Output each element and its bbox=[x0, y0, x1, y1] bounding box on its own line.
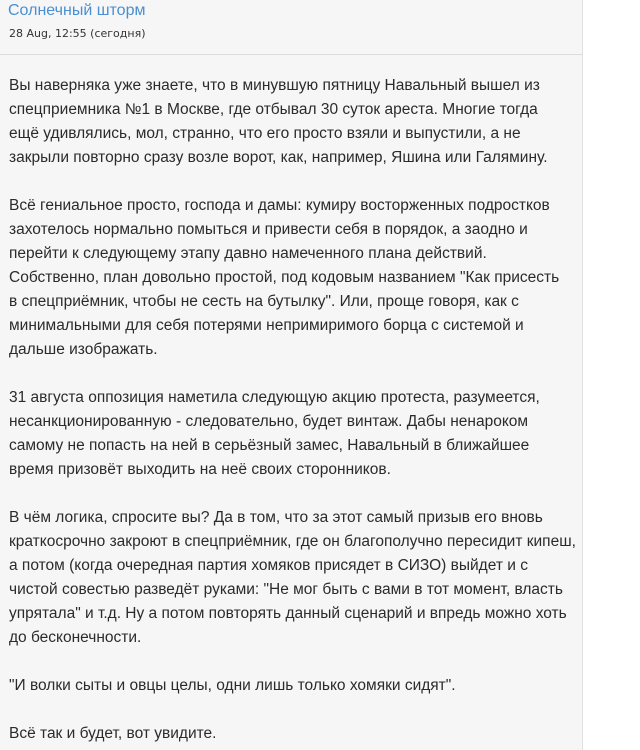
post-paragraph: "И волки сыты и овцы целы, одни лишь только хомяки сидят". bbox=[9, 677, 456, 694]
post-paragraph: Вы наверняка уже знаете, что в минувшую пятницу Навальный вышел из спецприемника №1 в Москве, где отбывал 30 суток ареста. Многие тогда ещё удивлялись, мол, странно, что его просто взяли и выпустили, а не закрыли повторно сразу возле ворот, как, например, Яшина или Галямину. bbox=[9, 77, 548, 166]
post-body bbox=[9, 74, 579, 746]
post-title-link[interactable]: Солнечный шторм bbox=[8, 2, 146, 19]
post-paragraph: Всё так и будет, вот увидите. bbox=[9, 725, 217, 742]
post-paragraph: 31 августа оппозиция наметила следующую акцию протеста, разумеется, несанкционированную - следовательно, будет винтаж. Дабы ненароком самому не попасть на ней в серьёзный замес, Навальный в ближайшее время призовёт выходить на неё своих сторонников. bbox=[9, 389, 540, 478]
post-date: 28 Aug, 12:55 (сегодня) bbox=[9, 27, 146, 40]
post-header bbox=[0, 0, 582, 55]
post-paragraph: В чём логика, спросите вы? Да в том, что за этот самый призыв его вновь краткосрочно закроют в спецприёмник, где он благополучно пересидит кипеш, а потом (когда очередная партия хомяков присядет в СИЗО) выйдет и с чистой совестью разведёт руками: "Не мог быть с вами в тот момент, власть упрятала" и т.д. Ну а потом повторять данный сценарий и впредь можно хоть до бесконечности. bbox=[9, 509, 576, 646]
post-paragraph: Всё гениальное просто, господа и дамы: кумиру восторженных подростков захотелось нормально помыться и привести себя в порядок, а заодно и перейти к следующему этапу давно намеченного плана действий. Собственно, план довольно простой, под кодовым названием "Как присесть в спецприёмник, чтобы не сесть на бутылку". Или, проще говоря, как с минимальными для себя потерями непримиримого борца с системой и дальше изображать. bbox=[9, 197, 560, 358]
